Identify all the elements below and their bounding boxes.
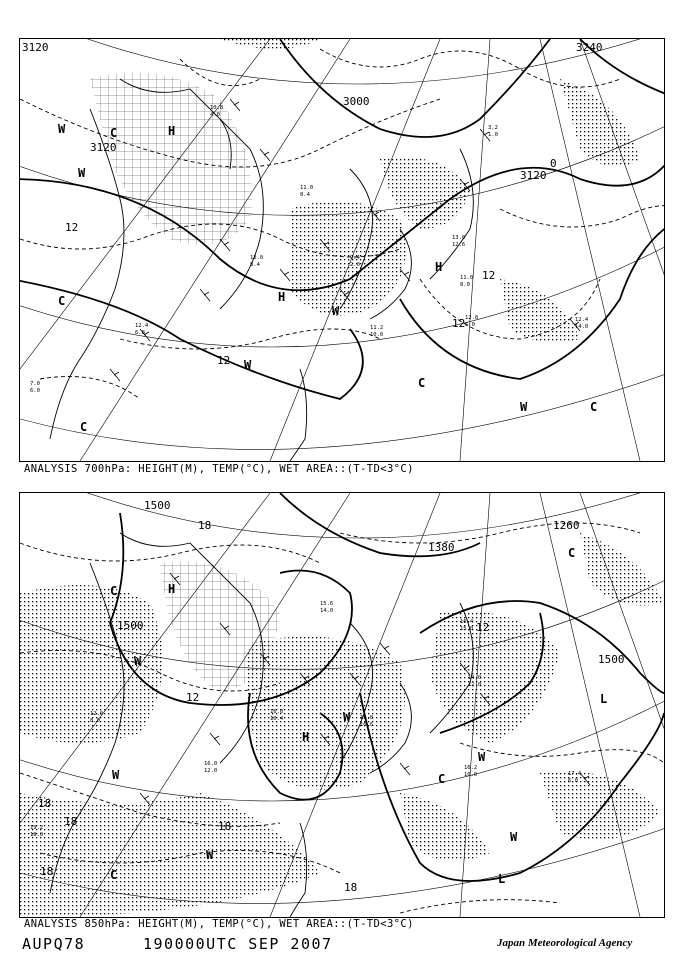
- center-marker: L: [498, 872, 506, 886]
- svg-text:16.6: 16.6: [360, 722, 374, 728]
- center-marker: W: [332, 304, 340, 318]
- svg-text:9.4: 9.4: [350, 255, 360, 261]
- svg-text:6.0: 6.0: [30, 388, 40, 394]
- svg-text:8.4: 8.4: [250, 262, 260, 268]
- isotherm-label: 18: [64, 815, 78, 828]
- map-700hpa: [20, 39, 664, 461]
- svg-text:16.0: 16.0: [270, 709, 284, 715]
- wet-area-shading: [90, 39, 640, 342]
- center-marker: W: [244, 358, 252, 372]
- height-label: 1500: [144, 499, 171, 512]
- svg-text:13.0: 13.0: [452, 235, 466, 241]
- svg-text:15.0: 15.0: [460, 626, 474, 632]
- svg-text:12.4: 12.4: [135, 323, 149, 329]
- isotherm-label: 12: [452, 317, 466, 330]
- svg-text:8.0: 8.0: [460, 282, 470, 288]
- center-marker: W: [343, 710, 351, 724]
- svg-text:7.0: 7.0: [30, 381, 40, 387]
- svg-text:12.0: 12.0: [250, 255, 264, 261]
- svg-text:18.8: 18.8: [360, 715, 374, 721]
- map-panel-850hpa: [19, 492, 665, 918]
- center-marker: W: [510, 830, 518, 844]
- center-marker: C: [80, 420, 88, 434]
- height-label: 3120: [22, 41, 49, 54]
- svg-text:16.4: 16.4: [460, 619, 474, 625]
- panel-caption-850hpa: ANALYSIS 850hPa: HEIGHT(M), TEMP(°C), WET AREA::(T-TD<3°C): [24, 918, 414, 930]
- svg-text:12.8: 12.8: [465, 315, 479, 321]
- height-label: 1500: [598, 653, 625, 666]
- svg-text:12.0: 12.0: [90, 711, 104, 717]
- center-marker: C: [438, 772, 446, 786]
- svg-text:3.2: 3.2: [488, 125, 498, 131]
- isotherm-label: 18: [218, 820, 232, 833]
- chart-code: AUPQ78: [22, 935, 86, 953]
- center-marker: H: [168, 124, 176, 138]
- svg-text:6.8: 6.8: [135, 330, 145, 336]
- center-marker: H: [278, 290, 286, 304]
- svg-text:16.2: 16.2: [464, 765, 478, 771]
- svg-text:14.0: 14.0: [575, 324, 589, 330]
- center-marker: H: [168, 582, 176, 596]
- height-label: 3120: [520, 169, 547, 182]
- height-label: 1380: [428, 541, 455, 554]
- isotherm-label: 18: [198, 519, 212, 532]
- center-marker: H: [435, 260, 443, 274]
- isotherm-label: 12: [186, 691, 200, 704]
- isotherm-label: 12: [476, 621, 490, 634]
- center-marker: W: [206, 848, 214, 862]
- svg-text:10.4: 10.4: [270, 716, 284, 722]
- center-marker: W: [78, 166, 86, 180]
- svg-text:19.2: 19.2: [30, 825, 44, 831]
- center-marker: C: [568, 546, 576, 560]
- svg-text:12.0: 12.0: [204, 768, 218, 774]
- svg-text:14.0: 14.0: [320, 608, 334, 614]
- center-marker: W: [520, 400, 528, 414]
- svg-text:17.4: 17.4: [568, 771, 582, 777]
- svg-text:15.6: 15.6: [320, 601, 334, 607]
- svg-text:2.0: 2.0: [350, 262, 360, 268]
- svg-text:1.0: 1.0: [488, 132, 498, 138]
- svg-text:10.0: 10.0: [370, 332, 384, 338]
- valid-time: 190000UTC SEP 2007: [143, 935, 333, 953]
- svg-text:6.0: 6.0: [568, 778, 578, 784]
- svg-text:11.0: 11.0: [300, 185, 314, 191]
- center-marker: W: [112, 768, 120, 782]
- center-marker: W: [478, 750, 486, 764]
- center-marker: C: [418, 376, 426, 390]
- agency-credit: Japan Meteorological Agency: [497, 937, 633, 949]
- svg-text:12.0: 12.0: [468, 682, 482, 688]
- height-label: 1260: [553, 519, 580, 532]
- svg-text:14.0: 14.0: [468, 675, 482, 681]
- svg-text:4.0: 4.0: [210, 112, 220, 118]
- svg-text:10.0: 10.0: [464, 772, 478, 778]
- center-marker: W: [134, 654, 142, 668]
- map-panel-700hpa: [19, 38, 665, 462]
- height-label: 3240: [576, 41, 603, 54]
- svg-text:18.0: 18.0: [30, 832, 44, 838]
- isotherm-label: 12: [217, 354, 231, 367]
- center-marker: H: [302, 730, 310, 744]
- panel-caption-700hpa: ANALYSIS 700hPa: HEIGHT(M), TEMP(°C), WET AREA::(T-TD<3°C): [24, 463, 414, 475]
- center-marker: L: [600, 692, 608, 706]
- center-marker: W: [58, 122, 66, 136]
- svg-text:11.2: 11.2: [370, 325, 384, 331]
- svg-text:11.0: 11.0: [460, 275, 474, 281]
- svg-text:12.4: 12.4: [575, 317, 589, 323]
- isotherm-label: 18: [40, 865, 54, 878]
- height-label: 1500: [117, 619, 144, 632]
- map-850hpa: [20, 493, 664, 917]
- svg-text:16.0: 16.0: [204, 761, 218, 767]
- svg-text:12.6: 12.6: [452, 242, 466, 248]
- isotherm-label: 12: [482, 269, 496, 282]
- svg-text:8.4: 8.4: [300, 192, 310, 198]
- center-marker: C: [110, 868, 118, 882]
- center-marker: C: [110, 126, 118, 140]
- height-label: 3000: [343, 95, 370, 108]
- svg-text:8.0: 8.0: [90, 718, 100, 724]
- center-marker: C: [590, 400, 598, 414]
- svg-text:6.0: 6.0: [465, 322, 475, 328]
- isotherm-label: 18: [344, 881, 358, 894]
- svg-text:10.8: 10.8: [210, 105, 224, 111]
- height-label: 3120: [90, 141, 117, 154]
- isotherm-label: 12: [65, 221, 79, 234]
- isotherm-label: 18: [38, 797, 52, 810]
- isotherm-label: 0: [550, 157, 557, 170]
- center-marker: C: [110, 584, 118, 598]
- center-marker: C: [58, 294, 66, 308]
